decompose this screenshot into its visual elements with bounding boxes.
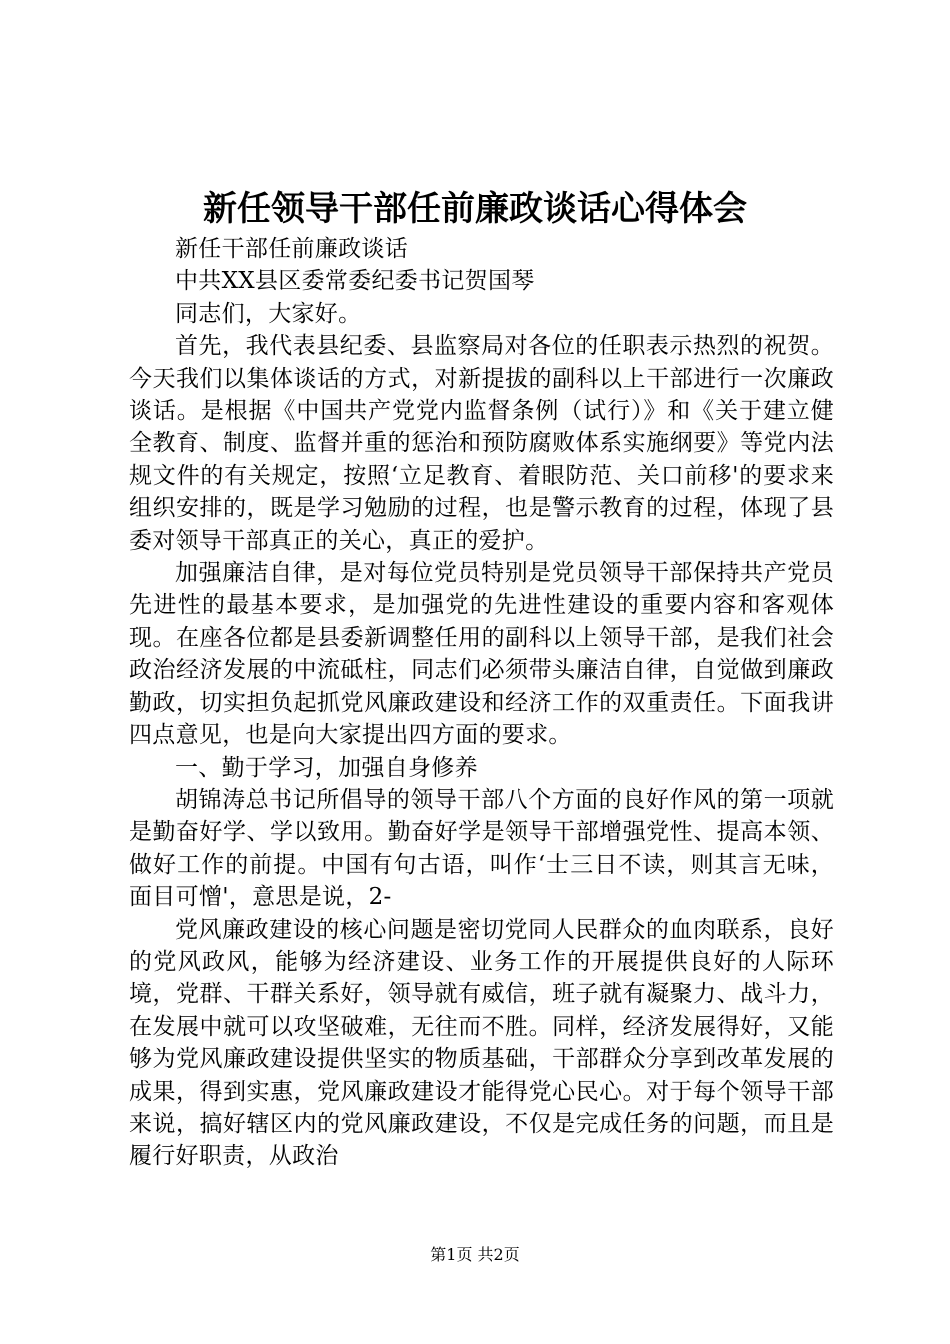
paragraph-author: 中共XX县区委常委纪委书记贺国琴 bbox=[175, 268, 535, 295]
paragraph-greeting: 同志们，大家好。 bbox=[175, 300, 362, 327]
paragraph-body: 胡锦涛总书记所倡导的领导干部八个方面的良好作风的第一项就是勤奋好学、学以致用。勤奋好学是领导干部增强党性、提高本领、做好工作的前提。中国有句古语，叫作‘士三日不读，则其言无味，面目可憎'，意思是说，2- bbox=[129, 786, 834, 911]
paragraph-body: 首先，我代表县纪委、县监察局对各位的任职表示热烈的祝贺。今天我们以集体谈话的方式，对新提拔的副科以上干部进行一次廉政谈话。是根据《中国共产党党内监督条例（试行）》和《关于建立健全教育、制度、监督并重的惩治和预防腐败体系实施纲要》等党内法规文件的有关规定，按照‘立足教育、着眼防范、关口前移'的要求来组织安排的，既是学习勉励的过程，也是警示教育的过程，体现了县委对领导干部真正的关心，真正的爱护。 bbox=[129, 333, 834, 554]
page-number-footer: 第1页 共2页 bbox=[430, 1245, 520, 1264]
document-body bbox=[129, 233, 834, 1173]
section-heading: 一、勤于学习，加强自身修养 bbox=[175, 754, 478, 781]
paragraph-subtitle: 新任干部任前廉政谈话 bbox=[175, 236, 408, 262]
document-title: 新任领导干部任前廉政谈话心得体会 bbox=[203, 189, 747, 229]
paragraph-body: 加强廉洁自律，是对每位党员特别是党员领导干部保持共产党员先进性的最基本要求，是加强党的先进性建设的重要内容和客观体现。在座各位都是县委新调整任用的副科以上领导干部，是我们社会政治经济发展的中流砥柱，同志们必须带头廉洁自律，自觉做到廉政勤政，切实担负起抓党风廉政建设和经济工作的双重责任。下面我讲四点意见，也是向大家提出四方面的要求。 bbox=[129, 560, 834, 749]
paragraph-body: 党风廉政建设的核心问题是密切党同人民群众的血肉联系，良好的党风政风，能够为经济建设、业务工作的开展提供良好的人际环境，党群、干群关系好，领导就有威信，班子就有凝聚力、战斗力，在发展中就可以攻坚破难，无往而不胜。同样，经济发展得好，又能够为党风廉政建设提供坚实的物质基础，干部群众分享到改革发展的成果，得到实惠，党风廉政建设才能得党心民心。对于每个领导干部来说，搞好辖区内的党风廉政建设，不仅是完成任务的问题，而且是履行好职责，从政治 bbox=[129, 916, 834, 1170]
